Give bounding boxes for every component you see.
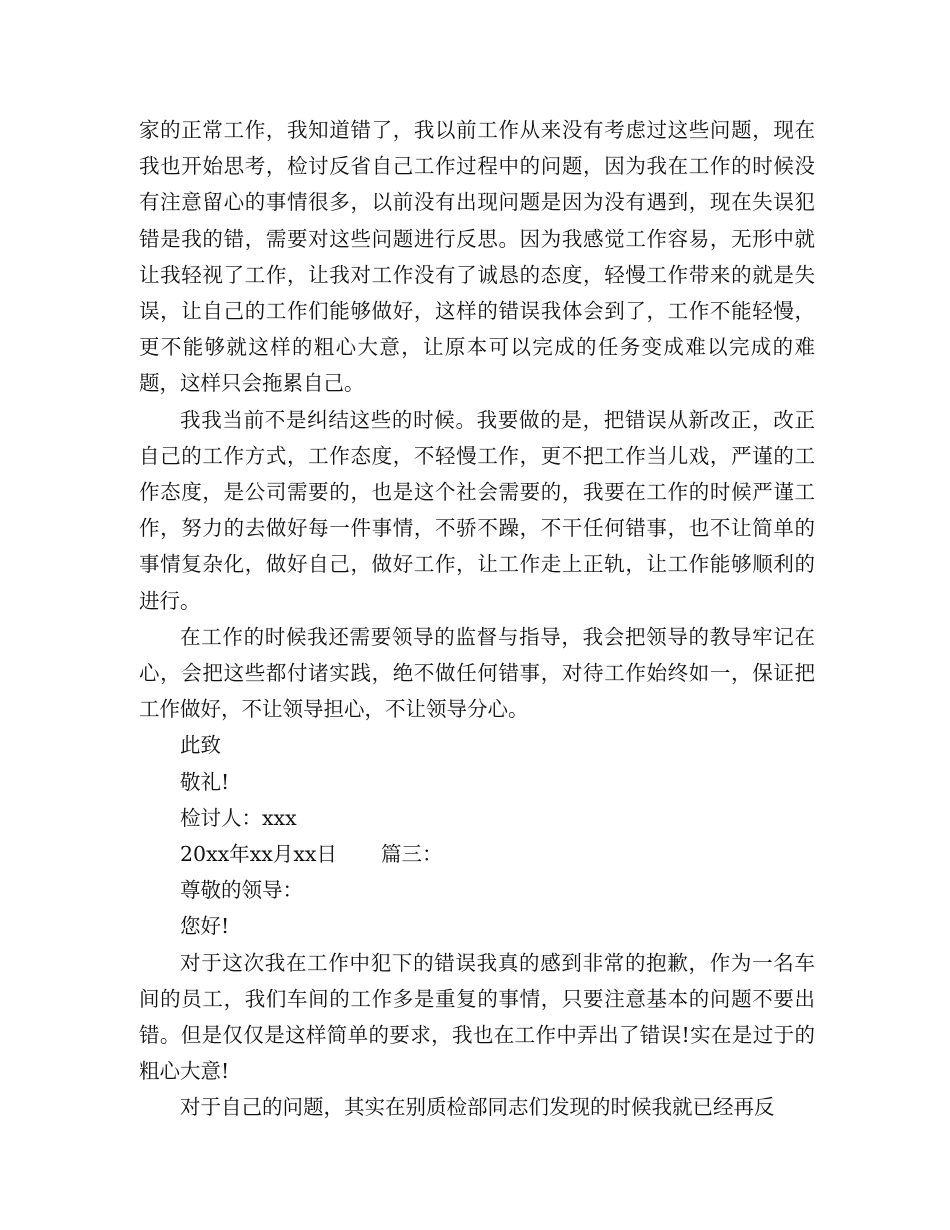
closing-line-2: 敬礼! <box>180 769 230 794</box>
section-title: 篇三： <box>380 842 443 867</box>
signer-line: 检讨人：xxx <box>180 805 297 830</box>
closing-line-1: 此致 <box>180 733 221 758</box>
paragraph-apology: 对于这次我在工作中犯下的错误我真的感到非常的抱歉，作为一名车间的员工，我们车间的工作多是重复的事情，只要注意基本的问题不要出错。但是仅仅是这样简单的要求，我也在工作中弄出了错误!实在是过于的粗心大意! <box>139 950 815 1084</box>
paragraph-reflection: 对于自己的问题，其实在别质检部同志们发现的时候我就已经再反 <box>180 1095 775 1120</box>
date-text: 20xx年xx月xx日 <box>180 842 337 867</box>
salutation-line: 尊敬的领导： <box>180 878 303 903</box>
date-line <box>139 836 815 872</box>
paragraph-continuation: 家的正常工作，我知道错了，我以前工作从来没有考虑过这些问题，现在我也开始思考，检讨反省自己工作过程中的问题，因为我在工作的时候没有注意留心的事情很多，以前没有出现问题是因为没有遇到，现在失误犯错是我的错，需要对这些问题进行反思。因为我感觉工作容易，无形中就让我轻视了工作，让我对工作没有了诚恳的态度，轻慢工作带来的就是失误，让自己的工作们能够做好，这样的错误我体会到了，工作不能轻慢，更不能够就这样的粗心大意，让原本可以完成的任务变成难以完成的难题，这样只会拖累自己。 <box>139 118 815 396</box>
document-body <box>139 112 815 1126</box>
greeting-line: 您好! <box>180 914 230 939</box>
paragraph-supervision: 在工作的时候我还需要领导的监督与指导，我会把领导的教导牢记在心，会把这些都付诸实践，绝不做任何错事，对待工作始终如一，保证把工作做好，不让领导担心，不让领导分心。 <box>139 624 815 722</box>
paragraph-correction: 我我当前不是纠结这些的时候。我要做的是，把错误从新改正，改正自己的工作方式，工作态度，不轻慢工作，更不把工作当儿戏，严谨的工作态度，是公司需要的，也是这个社会需要的，我要在工作的时候严谨工作，努力的去做好每一件事情，不骄不躁，不干任何错事，也不让简单的事情复杂化，做好自己，做好工作，让工作走上正轨，让工作能够顺利的进行。 <box>139 407 815 613</box>
